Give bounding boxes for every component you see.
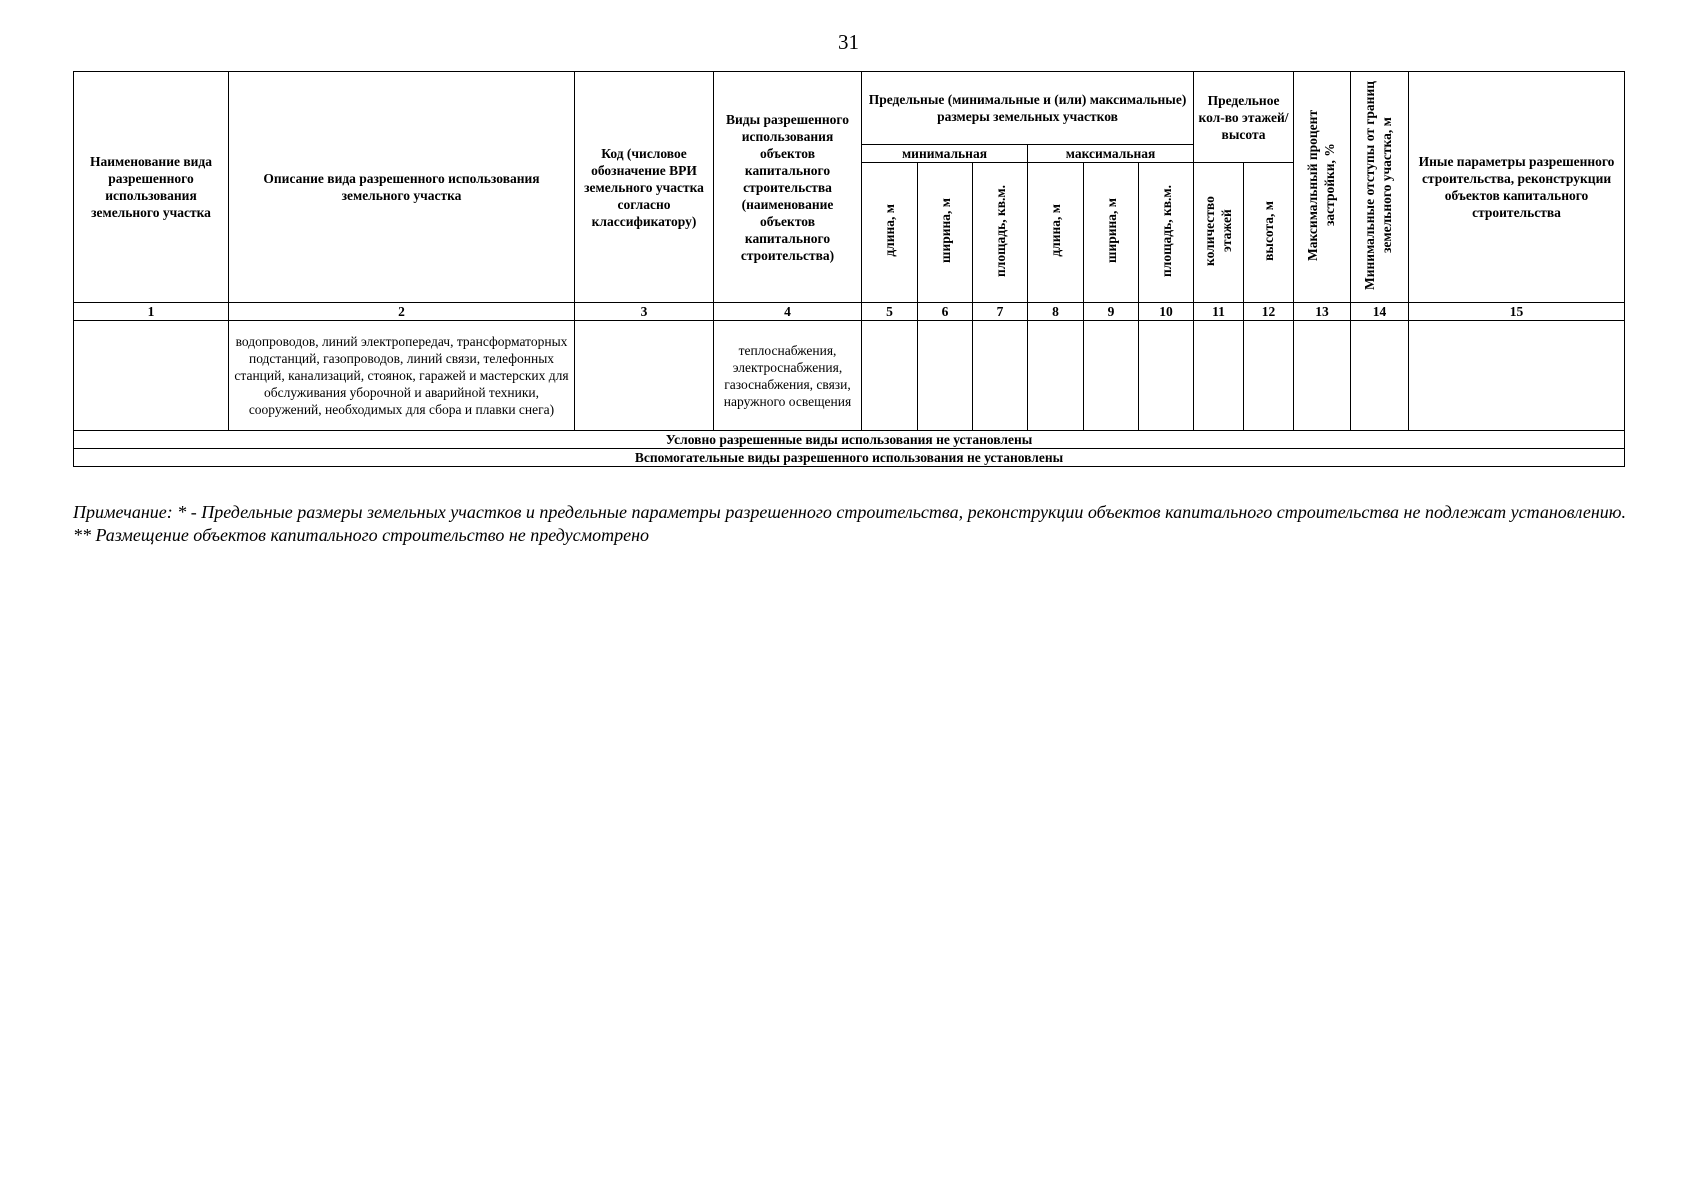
footnote-line-2: ** Размещение объектов капитального строительство не предусмотрено <box>73 525 650 545</box>
header-max-area-text: площадь, кв.м. <box>1158 184 1174 277</box>
header-min-width <box>918 163 973 303</box>
page-number: 31 <box>838 30 859 54</box>
cell-max-length <box>1028 321 1084 431</box>
header-other-params: Иные параметры разрешенного строительства, реконструкции объектов капитального строительства <box>1409 72 1625 303</box>
footnote-line-1: Примечание: * - Предельные размеры земельных участков и предельные параметры разрешенного строительства, реконструкции объектов капитального строительства не подлежат установлению. <box>73 502 1627 522</box>
header-oks-types: Виды разрешенного использования объектов капитального строительства (наименование объектов капитального строительства) <box>714 72 862 303</box>
cell-max-area <box>1139 321 1194 431</box>
column-number: 10 <box>1139 303 1194 321</box>
cell-height <box>1244 321 1294 431</box>
header-max-area <box>1139 163 1194 303</box>
header-max-width-text: ширина, м <box>1103 198 1119 264</box>
header-code: Код (числовое обозначение ВРИ земельного участка согласно классификатору) <box>575 72 714 303</box>
header-max-length <box>1028 163 1084 303</box>
header-min-length <box>862 163 918 303</box>
column-number: 2 <box>229 303 575 321</box>
header-floors-height: Предельное кол-во этажей/ высота <box>1194 72 1294 163</box>
cell-other-params <box>1409 321 1625 431</box>
column-numbers-row <box>74 303 1625 321</box>
header-min-group: минимальная <box>862 145 1028 163</box>
auxiliary-uses-row: Вспомогательные виды разрешенного использования не установлены <box>74 449 1625 467</box>
column-number: 3 <box>575 303 714 321</box>
regulations-table <box>73 71 1625 467</box>
header-min-area <box>973 163 1028 303</box>
cell-min-setback <box>1351 321 1409 431</box>
cell-floors-count <box>1194 321 1244 431</box>
column-number: 8 <box>1028 303 1084 321</box>
header-min-area-text: площадь, кв.м. <box>992 184 1008 277</box>
column-number: 7 <box>973 303 1028 321</box>
header-min-width-text: ширина, м <box>937 198 953 264</box>
column-number: 11 <box>1194 303 1244 321</box>
header-max-length-text: длина, м <box>1048 204 1063 258</box>
cell-min-width <box>918 321 973 431</box>
cell-min-area <box>973 321 1028 431</box>
cell-max-width <box>1084 321 1139 431</box>
cell-use-description: водопроводов, линий электропередач, трансформаторных подстанций, газопроводов, линий связи, телефонных станций, канализаций, стоянок, гаражей и мастерских для обслуживания уборочной и аварийной техники, сооружений, необходимых для сбора и плавки снега) <box>229 321 575 431</box>
column-number: 12 <box>1244 303 1294 321</box>
cell-oks-types: теплоснабжения, электроснабжения, газоснабжения, связи, наружного освещения <box>714 321 862 431</box>
header-min-length-text: длина, м <box>882 204 897 258</box>
column-number: 13 <box>1294 303 1351 321</box>
header-max-group: максимальная <box>1028 145 1194 163</box>
column-number: 6 <box>918 303 973 321</box>
header-min-setback <box>1351 72 1409 303</box>
header-height-text: высота, м <box>1261 200 1277 261</box>
column-number: 14 <box>1351 303 1409 321</box>
conditional-uses-row: Условно разрешенные виды использования не установлены <box>74 431 1625 449</box>
header-height <box>1244 163 1294 303</box>
table-row <box>74 321 1625 431</box>
column-number: 9 <box>1084 303 1139 321</box>
header-max-percent-text: Максимальный процент застройки, % <box>1305 109 1338 261</box>
header-floors-count-text: количество этажей <box>1201 195 1234 266</box>
cell-code <box>575 321 714 431</box>
header-use-name: Наименование вида разрешенного использования земельного участка <box>74 72 229 303</box>
header-min-setback-text: Минимальные отступы от границ земельного участка, м <box>1361 80 1394 290</box>
column-number: 4 <box>714 303 862 321</box>
header-use-description: Описание вида разрешенного использования земельного участка <box>229 72 575 303</box>
column-number: 5 <box>862 303 918 321</box>
header-max-percent <box>1294 72 1351 303</box>
header-limit-sizes: Предельные (минимальные и (или) максимальные) размеры земельных участков <box>862 72 1194 145</box>
cell-max-percent <box>1294 321 1351 431</box>
footnote <box>73 501 1633 547</box>
cell-min-length <box>862 321 918 431</box>
column-number: 15 <box>1409 303 1625 321</box>
cell-use-name <box>74 321 229 431</box>
header-max-width <box>1084 163 1139 303</box>
header-floors-count <box>1194 163 1244 303</box>
column-number: 1 <box>74 303 229 321</box>
